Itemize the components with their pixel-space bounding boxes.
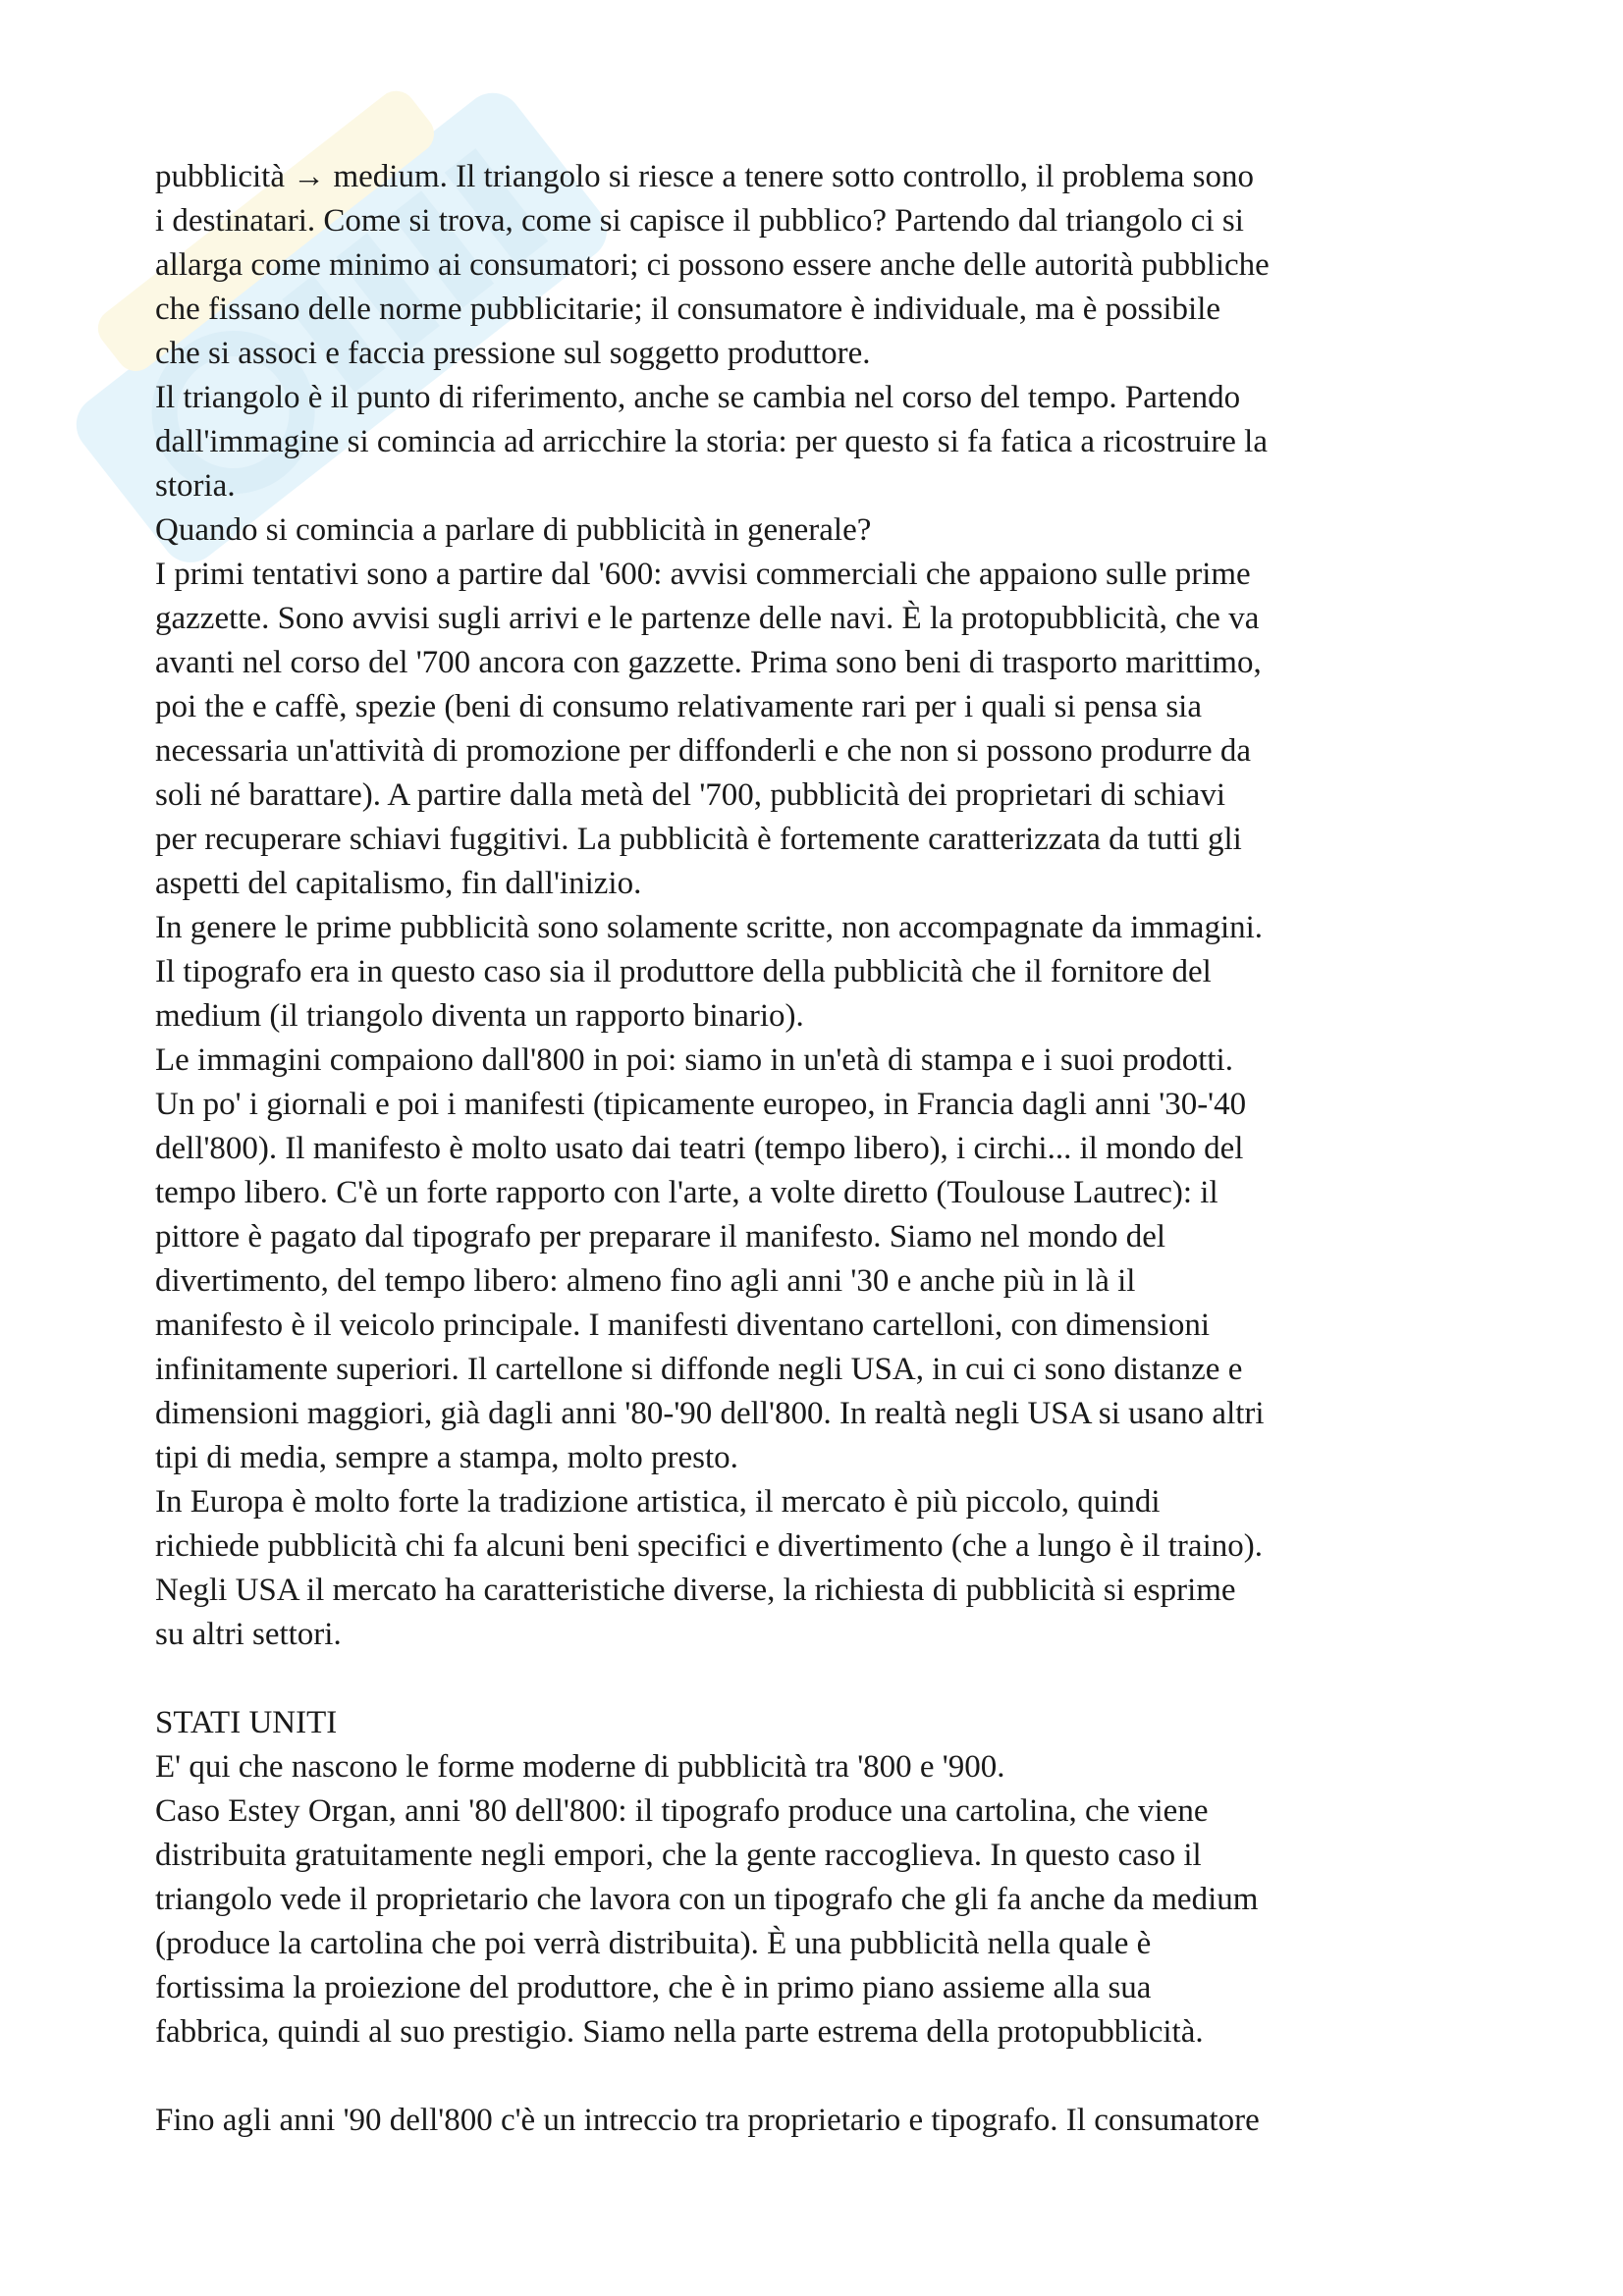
document-body: [155, 155, 1490, 2143]
text-line: Fino agli anni '90 dell'800 c'è un intreccio tra proprietario e tipografo. Il consumatore: [155, 2103, 1260, 2138]
text-line: In genere le prime pubblicità sono solamente scritte, non accompagnate da immagini.: [155, 910, 1264, 945]
text-line: fortissima la proiezione del produttore, che è in primo piano assieme alla sua: [155, 1970, 1152, 2005]
text-line: (produce la cartolina che poi verrà distribuita). È una pubblicità nella quale è: [155, 1926, 1152, 1961]
blank-line: [155, 1657, 1490, 1701]
text-line: storia.: [155, 468, 236, 504]
text-line: necessaria un'attività di promozione per diffonderli e che non si possono produrre da: [155, 733, 1252, 769]
text-line: Negli USA il mercato ha caratteristiche diverse, la richiesta di pubblicità si esprime: [155, 1573, 1236, 1608]
text-line: Caso Estey Organ, anni '80 dell'800: il tipografo produce una cartolina, che viene: [155, 1793, 1209, 1829]
paragraphs-part-1: [155, 155, 1490, 1657]
text-line: aspetti del capitalismo, fin dall'inizio.: [155, 866, 642, 901]
text-line: Il tipografo era in questo caso sia il produttore della pubblicità che il fornitore del: [155, 954, 1212, 989]
blank-line: [155, 2055, 1490, 2099]
text-line: che si associ e faccia pressione sul soggetto produttore.: [155, 336, 871, 371]
section-heading: STATI UNITI: [155, 1705, 338, 1740]
text-line: Le immagini compaiono dall'800 in poi: siamo in un'età di stampa e i suoi prodotti.: [155, 1042, 1233, 1078]
text-line: poi the e caffè, spezie (beni di consumo relativamente rari per i quali si pensa sia: [155, 689, 1202, 724]
text-line: distribuita gratuitamente negli empori, che la gente raccoglieva. In questo caso il: [155, 1838, 1202, 1873]
text-line: dall'immagine si comincia ad arricchire la storia: per questo si fa fatica a ricostruire la: [155, 424, 1268, 459]
text-line: fabbrica, quindi al suo prestigio. Siamo nella parte estrema della protopubblicità.: [155, 2014, 1204, 2050]
text-line: per recuperare schiavi fuggitivi. La pubblicità è fortemente caratterizzata da tutti gli: [155, 822, 1242, 857]
text-line: avanti nel corso del '700 ancora con gazzette. Prima sono beni di trasporto marittimo,: [155, 645, 1262, 680]
text-line: gazzette. Sono avvisi sugli arrivi e le partenze delle navi. È la protopubblicità, che va: [155, 601, 1260, 636]
text-line: In Europa è molto forte la tradizione artistica, il mercato è più piccolo, quindi: [155, 1484, 1161, 1520]
text-line: dimensioni maggiori, già dagli anni '80-'90 dell'800. In realtà negli USA si usano altri: [155, 1396, 1265, 1431]
text-line: I primi tentativi sono a partire dal '600: avvisi commerciali che appaiono sulle prime: [155, 557, 1251, 592]
text-line: infinitamente superiori. Il cartellone si diffonde negli USA, in cui ci sono distanze e: [155, 1352, 1243, 1387]
text-line: su altri settori.: [155, 1617, 342, 1652]
text-line: pubblicità → medium. Il triangolo si riesce a tenere sotto controllo, il problema sono: [155, 159, 1254, 194]
paragraphs-part-2: [155, 1745, 1490, 2055]
text-line: soli né barattare). A partire dalla metà del '700, pubblicità dei proprietari di schiavi: [155, 777, 1225, 813]
text-line: allarga come minimo ai consumatori; ci possono essere anche delle autorità pubbliche: [155, 247, 1270, 283]
text-line: i destinatari. Come si trova, come si capisce il pubblico? Partendo dal triangolo ci si: [155, 203, 1244, 239]
text-line: tempo libero. C'è un forte rapporto con l'arte, a volte diretto (Toulouse Lautrec): il: [155, 1175, 1218, 1210]
text-line: E' qui che nascono le forme moderne di pubblicità tra '800 e '900.: [155, 1749, 1005, 1785]
text-line: triangolo vede il proprietario che lavora con un tipografo che gli fa anche da medium: [155, 1882, 1259, 1917]
text-line: divertimento, del tempo libero: almeno fino agli anni '30 e anche più in là il: [155, 1263, 1136, 1299]
text-line: pittore è pagato dal tipografo per preparare il manifesto. Siamo nel mondo del: [155, 1219, 1166, 1255]
text-line: tipi di media, sempre a stampa, molto presto.: [155, 1440, 738, 1475]
text-line: dell'800). Il manifesto è molto usato dai teatri (tempo libero), i circhi... il mondo del: [155, 1131, 1244, 1166]
text-line: medium (il triangolo diventa un rapporto binario).: [155, 998, 804, 1034]
text-line: Il triangolo è il punto di riferimento, anche se cambia nel corso del tempo. Partendo: [155, 380, 1241, 415]
text-line: manifesto è il veicolo principale. I manifesti diventano cartelloni, con dimensioni: [155, 1308, 1211, 1343]
text-line: che fissano delle norme pubblicitarie; il consumatore è individuale, ma è possibile: [155, 292, 1221, 327]
text-line: Un po' i giornali e poi i manifesti (tipicamente europeo, in Francia dagli anni '30-'40: [155, 1087, 1247, 1122]
paragraphs-part-3: [155, 2099, 1490, 2143]
text-line: richiede pubblicità chi fa alcuni beni specifici e divertimento (che a lungo è il traino).: [155, 1528, 1263, 1564]
text-line: Quando si comincia a parlare di pubblicità in generale?: [155, 512, 872, 548]
